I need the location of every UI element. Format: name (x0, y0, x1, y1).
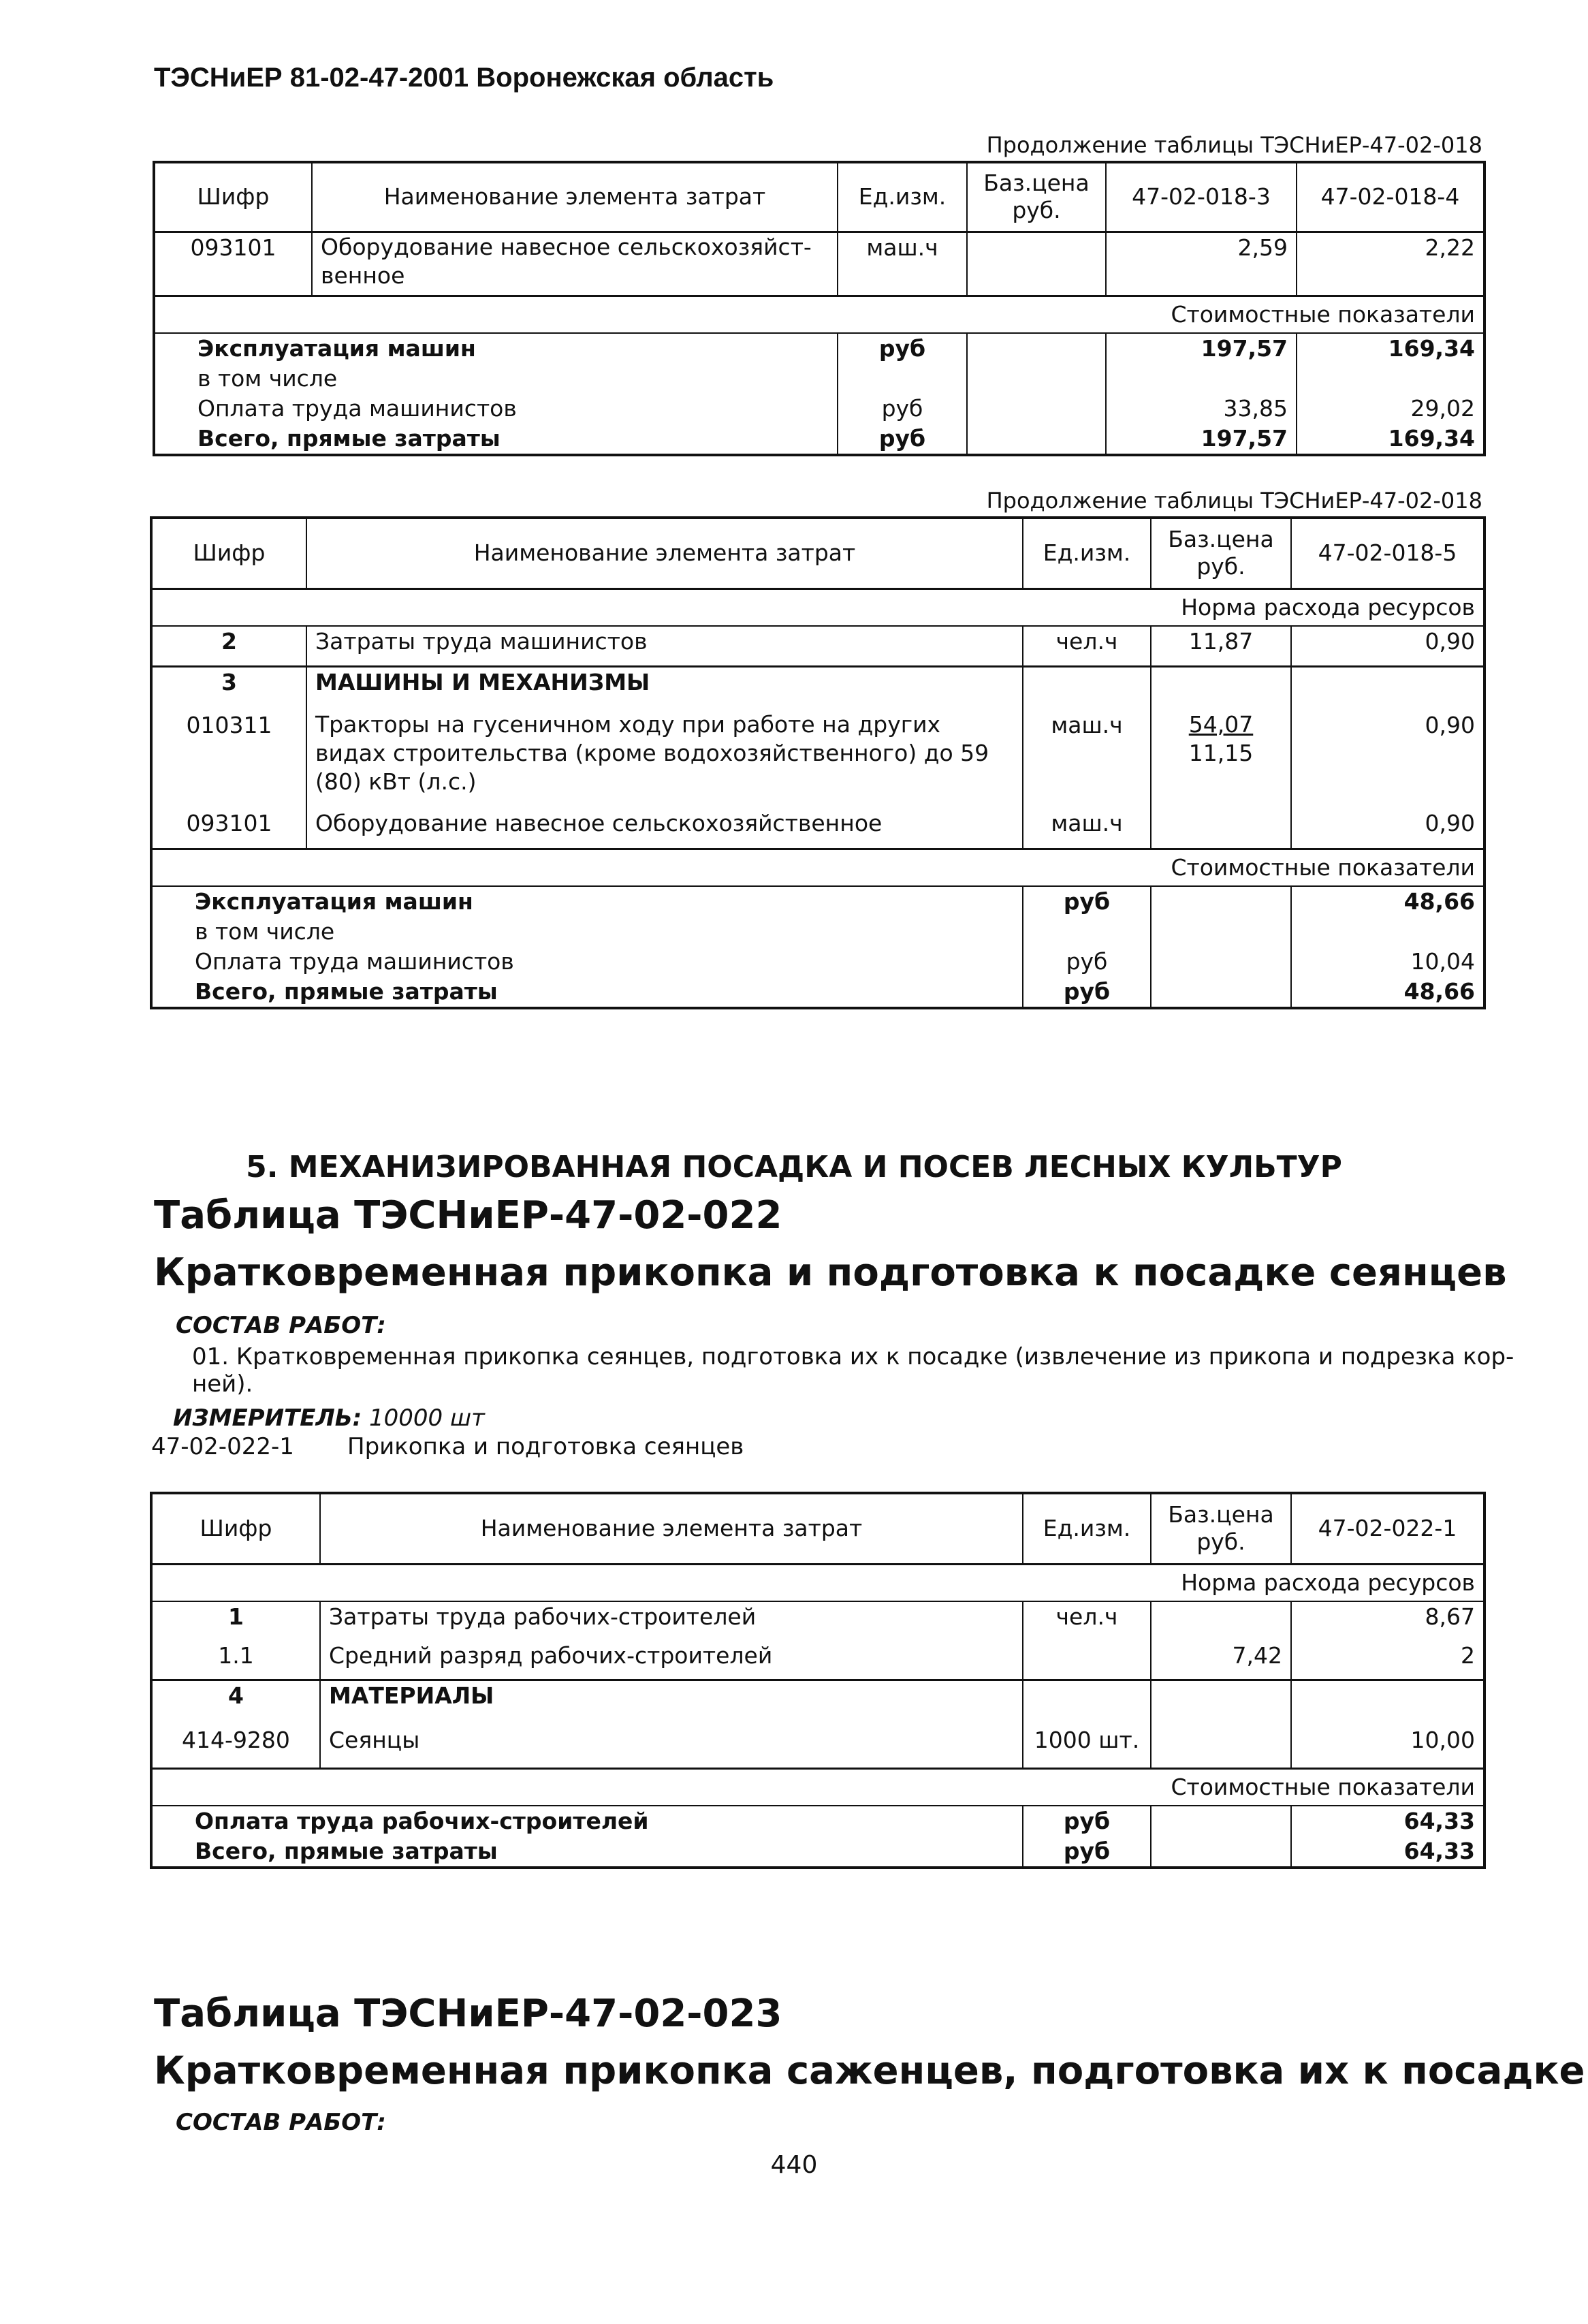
cost-value: 64,33 (1291, 1806, 1484, 1836)
cost-name: Всего, прямые затраты (154, 424, 838, 455)
row-price: 11,87 (1151, 626, 1291, 667)
cost-empty (1151, 1836, 1291, 1868)
row-price (1151, 667, 1291, 710)
row-name: Оборудование навесное сельскохозяйственное (306, 808, 1023, 849)
row-unit: 1000 шт. (1023, 1725, 1151, 1769)
cost-empty (967, 364, 1106, 394)
cost-value-1: 33,85 (1106, 394, 1297, 424)
cost-empty (1151, 947, 1291, 977)
izmeritel-label: ИЗМЕРИТЕЛЬ: (173, 1404, 362, 1432)
cost-value-1: 197,57 (1106, 424, 1297, 455)
row-code: 1 (151, 1601, 320, 1641)
col-header-value-1: 47-02-018-5 (1291, 518, 1484, 588)
row-code: 093101 (154, 232, 312, 296)
table-row (154, 232, 1484, 296)
table3 (150, 1492, 1486, 1869)
row-name: МАШИНЫ И МЕХАНИЗМЫ (306, 667, 1023, 710)
cost-name: Оплата труда машинистов (151, 947, 1023, 977)
row-name: Средний разряд рабочих-строителей (320, 1641, 1023, 1680)
cost-row (151, 886, 1484, 917)
cost-name: Всего, прямые затраты (151, 977, 1023, 1008)
cost-label-row (151, 849, 1484, 887)
table1 (153, 161, 1486, 456)
col-header-unit: Ед.изм. (838, 162, 967, 232)
table-row (151, 1680, 1484, 1725)
norm-label-row (151, 1564, 1484, 1601)
row-value: 0,90 (1291, 710, 1484, 808)
page-number: 440 (770, 2151, 818, 2179)
cost-unit (838, 364, 967, 394)
cost-row (151, 977, 1484, 1008)
cost-row (154, 424, 1484, 455)
cost-value-1 (1106, 364, 1297, 394)
cost-empty (1151, 886, 1291, 917)
izmeritel-value: 10000 шт (369, 1404, 485, 1432)
cost-empty (1151, 917, 1291, 947)
cost-row (151, 947, 1484, 977)
row-price: 54,07 (1188, 710, 1254, 738)
cost-value: 48,66 (1291, 977, 1484, 1008)
sostav-line-1: 01. Кратковременная прикопка сеянцев, подготовка их к посадке (извлечение из прикопа и подрезка кор- (192, 1343, 1514, 1370)
row-value: 0,90 (1291, 808, 1484, 849)
row-code: 4 (151, 1680, 320, 1725)
row-unit (1023, 1680, 1151, 1725)
table-title: Таблица ТЭСНиЕР-47-02-022 (154, 1193, 782, 1238)
col-header-code: Шифр (151, 1493, 320, 1564)
table-row (151, 1601, 1484, 1641)
row-value: 2 (1291, 1641, 1484, 1680)
izmeritel (173, 1404, 485, 1432)
cost-label-row (151, 1769, 1484, 1806)
document-header: ТЭСНиЕР 81-02-47-2001 Воронежская область (154, 63, 774, 93)
cost-empty (1151, 1806, 1291, 1836)
table2 (150, 516, 1486, 1009)
next-table-title: Таблица ТЭСНиЕР-47-02-023 (154, 1992, 782, 2036)
table-row (151, 667, 1484, 710)
row-code: 3 (151, 667, 306, 710)
table1-continuation: Продолжение таблицы ТЭСНиЕР-47-02-018 (986, 132, 1482, 158)
cost-value-2: 169,34 (1297, 424, 1484, 455)
table2-continuation: Продолжение таблицы ТЭСНиЕР-47-02-018 (986, 488, 1482, 514)
cost-value: 10,04 (1291, 947, 1484, 977)
cost-name: Оплата труда машинистов (154, 394, 838, 424)
norm-label-row (151, 588, 1484, 626)
row-unit (1023, 1641, 1151, 1680)
cost-row (151, 1806, 1484, 1836)
row-value-1: 2,59 (1106, 232, 1297, 296)
table-row (151, 626, 1484, 667)
cost-row (154, 333, 1484, 364)
row-unit: маш.ч (838, 232, 967, 296)
row-value: 10,00 (1291, 1725, 1484, 1769)
cost-row (154, 364, 1484, 394)
col-header-value-1: 47-02-018-3 (1106, 162, 1297, 232)
col-header-price: Баз.цена руб. (1151, 1493, 1291, 1564)
cost-unit: руб (838, 333, 967, 364)
cost-value: 64,33 (1291, 1836, 1484, 1868)
cost-name: Оплата труда рабочих-строителей (151, 1806, 1023, 1836)
cost-unit: руб (1023, 886, 1151, 917)
cost-label-row (154, 296, 1484, 333)
table3-header-row (151, 1493, 1484, 1564)
col-header-value-2: 47-02-018-4 (1297, 162, 1484, 232)
cost-unit (1023, 917, 1151, 947)
row-unit: чел.ч (1023, 626, 1151, 667)
cost-empty (967, 333, 1106, 364)
cost-unit: руб (1023, 977, 1151, 1008)
cost-label: Стоимостные показатели (154, 296, 1484, 333)
table-row (151, 710, 1484, 808)
row-price (1151, 1725, 1291, 1769)
cost-value-2 (1297, 364, 1484, 394)
row-price (1151, 1601, 1291, 1641)
row-name: Затраты труда рабочих-строителей (320, 1601, 1023, 1641)
col-header-unit: Ед.изм. (1023, 518, 1151, 588)
col-header-unit: Ед.изм. (1023, 1493, 1151, 1564)
row-unit: маш.ч (1023, 808, 1151, 849)
table-subtitle: Кратковременная прикопка и подготовка к посадке сеянцев (154, 1251, 1507, 1295)
norm-label: Норма расхода ресурсов (151, 588, 1484, 626)
sostav-line-2: ней). (192, 1370, 253, 1398)
cost-value-2: 29,02 (1297, 394, 1484, 424)
row-code: 010311 (151, 710, 306, 808)
row-value: 8,67 (1291, 1601, 1484, 1641)
row-name: Затраты труда машинистов (306, 626, 1023, 667)
cost-row (154, 394, 1484, 424)
row-price: 7,42 (1151, 1641, 1291, 1680)
sostav-label: СОСТАВ РАБОТ: (176, 1312, 386, 1339)
cost-name: Всего, прямые затраты (151, 1836, 1023, 1868)
row-name: МАТЕРИАЛЫ (320, 1680, 1023, 1725)
cost-value-1: 197,57 (1106, 333, 1297, 364)
row-value: 0,90 (1291, 626, 1484, 667)
cost-row (151, 1836, 1484, 1868)
row-code: 2 (151, 626, 306, 667)
next-sostav-label: СОСТАВ РАБОТ: (176, 2109, 386, 2136)
section-heading: 5. МЕХАНИЗИРОВАННАЯ ПОСАДКА И ПОСЕВ ЛЕСНЫХ КУЛЬТУР (246, 1150, 1342, 1184)
row-value (1291, 667, 1484, 710)
cost-unit: руб (838, 424, 967, 455)
col-header-name: Наименование элемента затрат (320, 1493, 1023, 1564)
cost-empty (967, 424, 1106, 455)
next-table-subtitle: Кратковременная прикопка саженцев, подготовка их к посадке (154, 2049, 1585, 2093)
row-unit (1023, 667, 1151, 710)
table2-header-row (151, 518, 1484, 588)
col-header-name: Наименование элемента затрат (306, 518, 1023, 588)
row-unit: чел.ч (1023, 1601, 1151, 1641)
norm-label: Норма расхода ресурсов (151, 1564, 1484, 1601)
row-name: Тракторы на гусеничном ходу при работе на других видах строительства (кроме водохозяйственного) до 59 (80) кВт (л.с.) (306, 710, 1023, 808)
row-price (1151, 808, 1291, 849)
row-code: 414-9280 (151, 1725, 320, 1769)
cost-value (1291, 917, 1484, 947)
col-header-code: Шифр (151, 518, 306, 588)
row-code: 093101 (151, 808, 306, 849)
cost-unit: руб (1023, 1806, 1151, 1836)
row-name: Оборудование навесное сельскохозяйст-венное (312, 232, 838, 296)
cost-name: в том числе (151, 917, 1023, 947)
cost-label: Стоимостные показатели (151, 1769, 1484, 1806)
row-value-2: 2,22 (1297, 232, 1484, 296)
cost-empty (967, 394, 1106, 424)
cost-unit: руб (1023, 1836, 1151, 1868)
col-header-name: Наименование элемента затрат (312, 162, 838, 232)
col-header-price: Баз.цена руб. (967, 162, 1106, 232)
cost-value-2: 169,34 (1297, 333, 1484, 364)
col-header-value-1: 47-02-022-1 (1291, 1493, 1484, 1564)
item-name: Прикопка и подготовка сеянцев (347, 1433, 744, 1460)
table-row (151, 808, 1484, 849)
table1-header-row (154, 162, 1484, 232)
cost-name: Эксплуатация машин (154, 333, 838, 364)
col-header-code: Шифр (154, 162, 312, 232)
item-code: 47-02-022-1 (151, 1433, 294, 1460)
cost-empty (1151, 977, 1291, 1008)
table-row (151, 1725, 1484, 1769)
col-header-price: Баз.цена руб. (1151, 518, 1291, 588)
row-price (967, 232, 1106, 296)
cost-unit: руб (1023, 947, 1151, 977)
row-price-cell (1151, 710, 1291, 808)
row-value (1291, 1680, 1484, 1725)
row-unit: маш.ч (1023, 710, 1151, 808)
row-price-2: 11,15 (1188, 739, 1254, 766)
row-code: 1.1 (151, 1641, 320, 1680)
cost-name: Эксплуатация машин (151, 886, 1023, 917)
row-price (1151, 1680, 1291, 1725)
cost-value: 48,66 (1291, 886, 1484, 917)
table-row (151, 1641, 1484, 1680)
cost-unit: руб (838, 394, 967, 424)
cost-label: Стоимостные показатели (151, 849, 1484, 887)
cost-name: в том числе (154, 364, 838, 394)
cost-row (151, 917, 1484, 947)
row-name: Сеянцы (320, 1725, 1023, 1769)
